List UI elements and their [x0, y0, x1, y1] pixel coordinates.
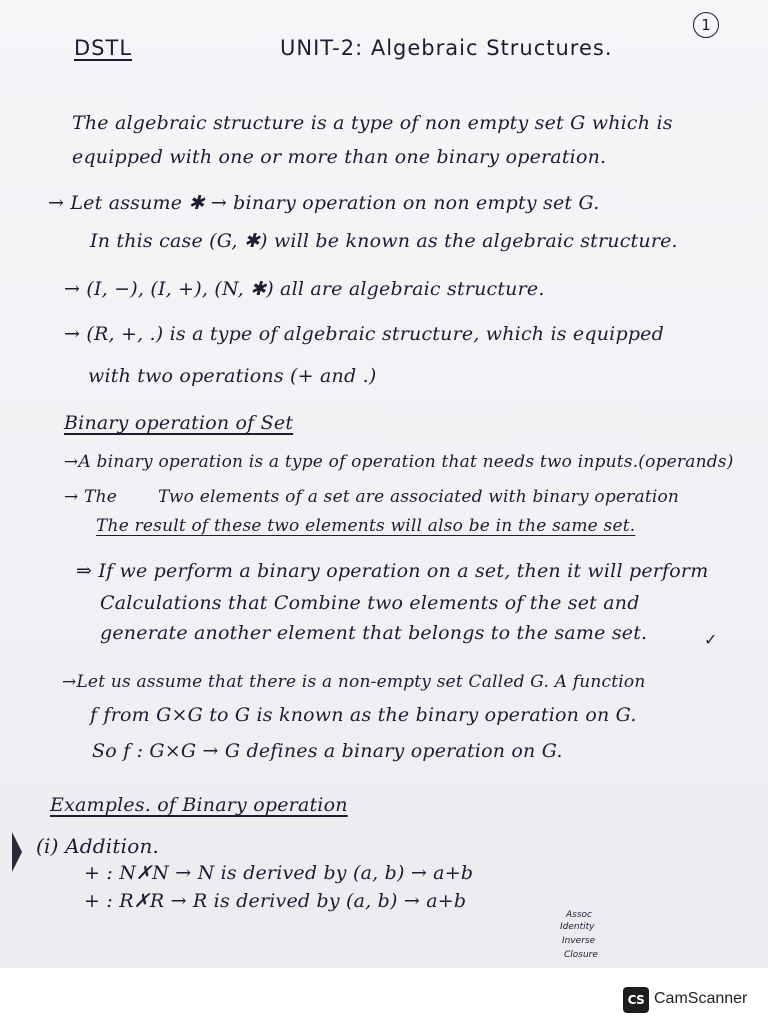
perform-line-2: Calculations that Combine two elements of the set and	[100, 592, 640, 614]
camscanner-logo-icon: CS	[623, 987, 649, 1013]
unit-title: UNIT-2: Algebraic Structures.	[280, 36, 613, 60]
in-this-case-line: In this case (G, ✱) will be known as the algebraic structure.	[90, 230, 678, 252]
perform-line-3: generate another element that belongs to the same set.	[100, 622, 648, 644]
page-number: 1	[693, 12, 719, 38]
binary-result-line: The result of these two elements will also be in the same set.	[96, 516, 636, 536]
addition-r-line: + : R✗R → R is derived by (a, b) → a+b	[84, 890, 467, 912]
addition-n-line: + : N✗N → N is derived by (a, b) → a+b	[84, 862, 474, 884]
binary-section-heading: Binary operation of Set	[64, 412, 294, 434]
intro-line-1: The algebraic structure is a type of non empty set G which is	[72, 112, 673, 134]
camscanner-brand: CamScanner	[654, 990, 748, 1007]
margin-note-3: Inverse	[562, 936, 596, 946]
examples-line: → (I, −), (I, +), (N, ✱) all are algebraic structure.	[64, 278, 545, 300]
addition-label: (i) Addition.	[36, 834, 160, 858]
perform-line-1: ⇒ If we perform a binary operation on a set, then it will perform	[76, 560, 709, 582]
margin-note-4: Closure	[564, 950, 598, 960]
assume-set-line-1: →Let us assume that there is a non-empty set Called G. A function	[62, 672, 646, 692]
margin-note-1: Assoc	[566, 910, 592, 920]
ring-line-2: with two operations (+ and .)	[88, 365, 377, 387]
course-label: DSTL	[74, 36, 133, 60]
ring-line-1: → (R, +, .) is a type of algebraic structure, which is equipped	[64, 323, 664, 345]
assume-line: → Let assume ✱ → binary operation on non empty set G.	[48, 192, 600, 214]
binary-elements-line-b: Two elements of a set are associated with binary operation	[158, 487, 680, 507]
check-mark-icon: ✓	[704, 630, 718, 649]
binary-elements-line-a: → The	[64, 487, 117, 507]
margin-arrow-icon	[12, 832, 22, 872]
examples-heading: Examples. of Binary operation	[50, 794, 348, 816]
margin-note-2: Identity	[560, 922, 595, 932]
watermark-bar	[0, 968, 768, 1024]
assume-set-line-2: f from G×G to G is known as the binary operation on G.	[90, 704, 637, 726]
assume-set-line-3: So f : G×G → G defines a binary operation on G.	[92, 740, 563, 762]
binary-inputs-line: →A binary operation is a type of operation that needs two inputs.(operands)	[64, 452, 734, 472]
intro-line-2: equipped with one or more than one binary operation.	[72, 146, 607, 168]
